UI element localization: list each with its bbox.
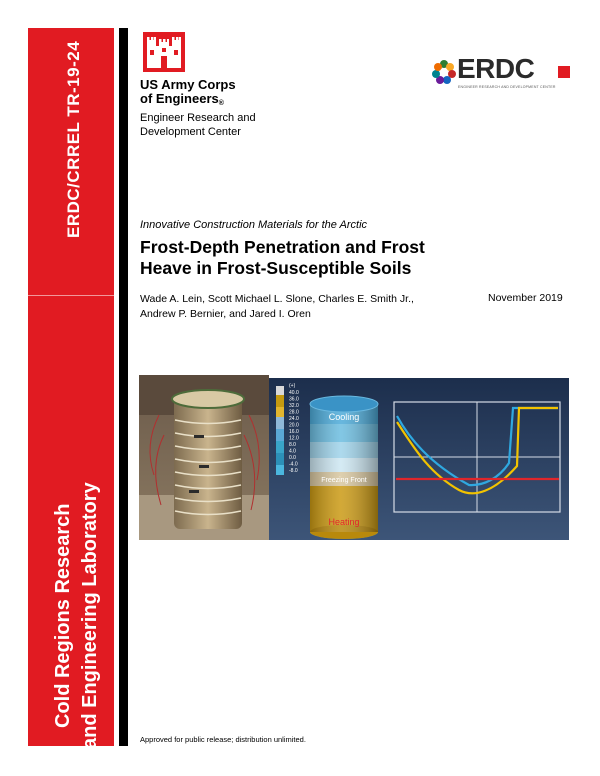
legend-value: 40.0 <box>289 390 299 396</box>
usace-castle-logo <box>143 32 185 72</box>
legend-value: 20.0 <box>289 422 299 429</box>
legend-value: 8.0 <box>289 442 296 448</box>
legend-value: 32.0 <box>289 403 299 409</box>
legend-value: 12.0 <box>289 435 299 442</box>
series-title: Innovative Construction Materials for the Arctic <box>140 219 368 231</box>
authors <box>140 292 414 322</box>
legend-header: (+) <box>289 383 296 389</box>
legend-value: 24.0 <box>289 416 299 422</box>
legend-value: 4.0 <box>289 448 296 455</box>
label-cooling: Cooling <box>328 412 360 422</box>
erdc-tagline: ENGINEER RESEARCH AND DEVELOPMENT CENTER <box>458 85 556 89</box>
usace-name-line-2: of Engineers® <box>140 91 224 107</box>
erdc-center-line-1: Engineer Research and <box>140 112 256 124</box>
release-statement: Approved for public release; distribution unlimited. <box>140 735 306 744</box>
usace-name-block <box>140 78 256 139</box>
erdc-wordmark: ERDC <box>457 53 535 84</box>
report-number: ERDC/CRREL TR-19-24 <box>64 40 83 238</box>
title-line-1: Frost-Depth Penetration and Frost <box>140 237 425 257</box>
authors-line-2: Andrew P. Bernier, and Jared I. Oren <box>140 308 311 320</box>
erdc-center-line-2: Development Center <box>140 126 241 138</box>
legend-value: 0.0 <box>289 455 296 461</box>
report-date: November 2019 <box>488 292 563 304</box>
soil-column-photo <box>139 375 269 540</box>
sidebar-black-bar <box>119 28 128 746</box>
lab-name-line-2: and Engineering Laboratory <box>79 482 101 749</box>
report-title <box>140 237 570 279</box>
title-line-2: Heave in Frost-Susceptible Soils <box>140 258 412 278</box>
legend-value: 16.0 <box>289 429 299 435</box>
frost-cylinder <box>310 396 378 539</box>
usace-name-line-1: US Army Corps <box>140 77 236 92</box>
legend-value: 36.0 <box>289 396 299 403</box>
sidebar-divider <box>28 295 114 296</box>
authors-line-1: Wade A. Lein, Scott Michael L. Slone, Charles E. Smith Jr., <box>140 293 414 305</box>
lab-name-line-1: Cold Regions Research <box>52 503 74 728</box>
legend-value: -8.0 <box>289 468 298 474</box>
label-heating: Heating <box>328 517 360 527</box>
registered-mark: ® <box>218 100 224 107</box>
frost-simulation-figure <box>269 378 569 540</box>
legend-value: -4.0 <box>289 461 298 468</box>
legend-value: 28.0 <box>289 409 299 416</box>
label-freezing-front: Freezing Front <box>321 477 367 484</box>
